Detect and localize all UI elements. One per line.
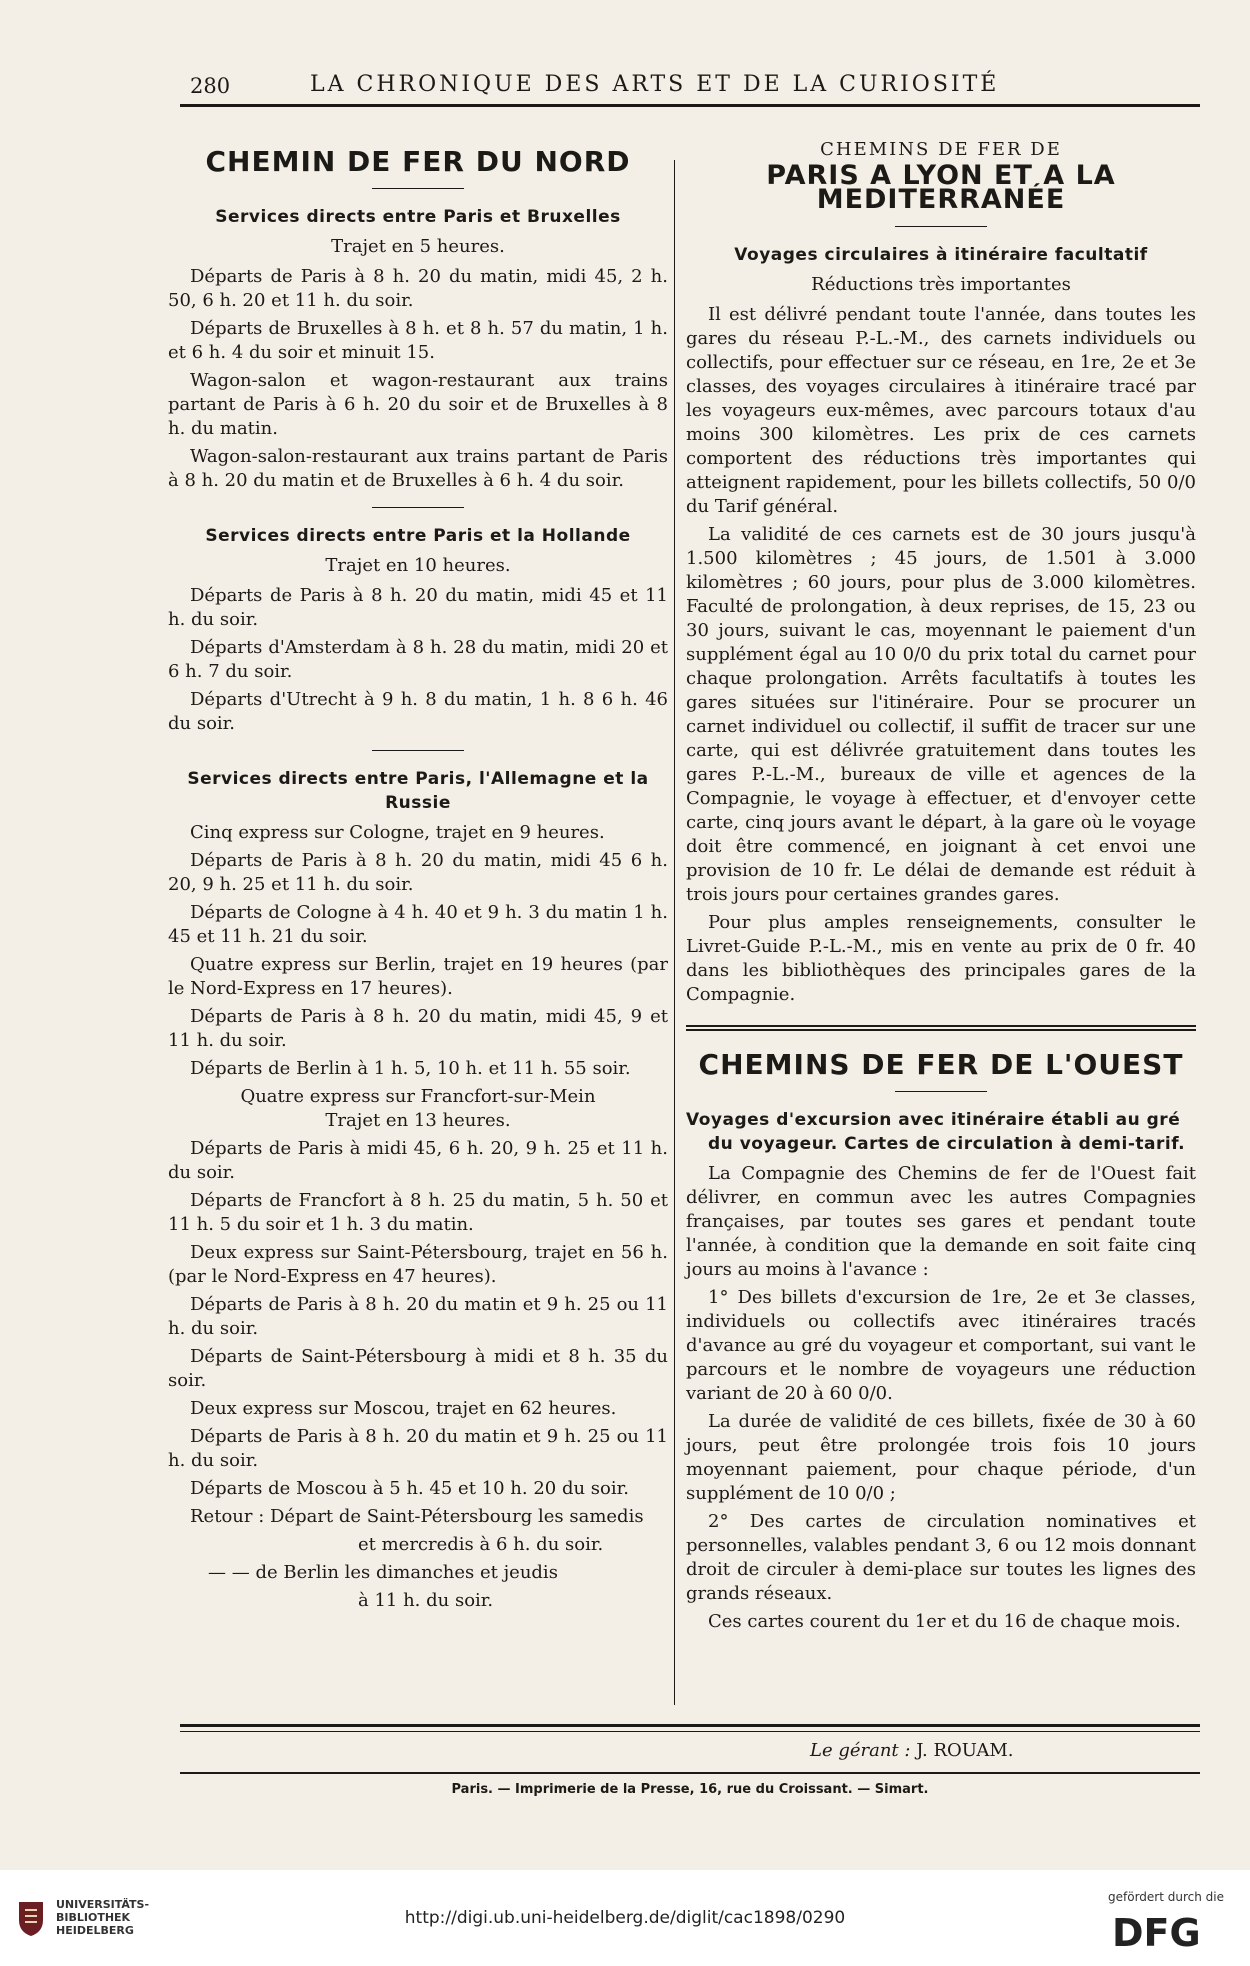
paragraph: Départs de Saint-Pétersbourg à midi et 8 h. 35 du soir.	[168, 1346, 668, 1391]
paragraph: Départs de Paris à 8 h. 20 du matin et 9 h. 25 ou 11 h. du soir.	[168, 1426, 668, 1471]
paragraph: La Compagnie des Chemins de fer de l'Ouest fait délivrer, en commun avec les autres Compagnies françaises, par toutes ses gares et pendant toute l'année, à condition que la demande en soit faite cinq jours au moins à l'avance :	[686, 1163, 1196, 1280]
paragraph: Départs de Paris à 8 h. 20 du matin, midi 45, 2 h. 50, 6 h. 20 et 11 h. du soir.	[168, 266, 668, 311]
return-line: — — de Berlin les dimanches et jeudis	[208, 1562, 558, 1583]
paragraph: Ces cartes courent du 1er et du 16 de chaque mois.	[708, 1611, 1181, 1632]
paragraph: La validité de ces carnets est de 30 jours jusqu'à 1.500 kilomètres ; 45 jours, de 1.501 à 3.000 kilomètres ; 60 jours, pour plus de 3.000 kilomètres. Faculté de prolongation, à deux reprises, de 15, 23 ou 30 jours, suivant le cas, moyennant le paiement d'un supplément égal au 10 0/0 du prix total du carnet pour chaque prolongation. Arrêts facultatifs à toutes les gares situées sur l'itinéraire. Pour se procurer un carnet individuel ou collectif, il suffit de tracer sur une carte, qui est délivrée gratuitement dans toutes les gares P.-L.-M., bureaux de ville et agences de la Compagnie, le voyage à effectuer, et d'envoyer cette carte, cinq jours avant le départ, à la gare où le voyage doit être commencé, en joignant à cet envoi une provision de 10 fr. Le délai de demande est réduit à trois jours pour certaines grandes gares.	[686, 524, 1196, 905]
paragraph: 2° Des cartes de circulation nominatives et personnelles, valables pendant 3, 6 ou 12 mois donnant droit de circuler à demi-place sur toutes les lignes des grands réseaux.	[686, 1511, 1196, 1604]
nord-banner: CHEMIN DE FER DU NORD	[205, 145, 631, 178]
paragraph: Cinq express sur Cologne, trajet en 9 heures.	[190, 822, 605, 843]
column-divider	[674, 160, 675, 1705]
gerant-name: J. ROUAM.	[916, 1740, 1014, 1761]
section-title: Voyages d'excursion avec itinéraire établi au gré du voyageur. Cartes de circulation à demi-tarif.	[686, 1110, 1186, 1154]
section-title: Services directs entre Paris et Bruxelles	[215, 207, 621, 227]
paragraph: Départs de Bruxelles à 8 h. et 8 h. 57 du matin, 1 h. et 6 h. 4 du soir et minuit 15.	[168, 318, 668, 363]
paragraph: Deux express sur Saint-Pétersbourg, trajet en 56 h. (par le Nord-Express en 47 heures).	[168, 1242, 668, 1287]
paragraph: 1° Des billets d'excursion de 1re, 2e et 3e classes, individuels ou collectifs avec itinéraires tracés d'avance au gré du voyageur et comportant, sui vant le parcours et le nombre de voyageurs une réduction variant de 20 à 60 0/0.	[686, 1287, 1196, 1404]
paragraph: Départs de Berlin à 1 h. 5, 10 h. et 11 h. 55 soir.	[190, 1058, 631, 1079]
section-subtitle: Trajet en 10 heures.	[325, 555, 511, 576]
viewer-footer	[0, 1870, 1250, 1966]
paragraph: Pour plus amples renseignements, consulter le Livret-Guide P.-L.-M., mis en vente au prix de 0 fr. 40 dans les bibliothèques des principales gares de la Compagnie.	[686, 912, 1196, 1005]
paragraph: Deux express sur Moscou, trajet en 62 heures.	[190, 1398, 617, 1419]
paragraph: Départs d'Amsterdam à 8 h. 28 du matin, midi 20 et 6 h. 7 du soir.	[168, 637, 668, 682]
ouest-banner: CHEMINS DE FER DE L'OUEST	[698, 1048, 1184, 1081]
imprint-rule	[180, 1772, 1200, 1774]
paragraph: Départs d'Utrecht à 9 h. 8 du matin, 1 h. 8 6 h. 46 du soir.	[168, 689, 668, 734]
paragraph: Wagon-salon et wagon-restaurant aux trains partant de Paris à 6 h. 20 du soir et de Bruxelles à 8 h. du matin.	[168, 370, 668, 439]
section-title: Voyages circulaires à itinéraire facultatif	[734, 245, 1148, 265]
paragraph: Départs de Paris à 8 h. 20 du matin et 9 h. 25 ou 11 h. du soir.	[168, 1294, 668, 1339]
dfg-logo	[1108, 1908, 1232, 1952]
institution-line: HEIDELBERG	[56, 1924, 134, 1937]
route-heading: Quatre express sur Francfort-sur-Mein	[240, 1086, 596, 1107]
paragraph: Il est délivré pendant toute l'année, dans toutes les gares du réseau P.-L.-M., des carnets individuels ou collectifs, pour effectuer sur ce réseau, en 1re, 2e et 3e classes, des voyages circulaires à itinéraire tracé par les voyageurs eux-mêmes, avec parcours totaux d'au moins 300 kilomètres. Les prix de ces carnets comportent des réductions très importantes qui atteignent rapidement, pour les billets collectifs, 50 0/0 du Tarif général.	[686, 304, 1196, 517]
permalink[interactable]: http://digi.ub.uni-heidelberg.de/diglit/cac1898/0290	[404, 1908, 846, 1928]
section-title: Services directs entre Paris, l'Allemagne et la Russie	[187, 769, 649, 813]
return-line: Retour : Départ de Saint-Pétersbourg les samedis	[190, 1506, 644, 1527]
sponsor-label: gefördert durch die	[1108, 1890, 1224, 1904]
paragraph: Départs de Francfort à 8 h. 25 du matin, 5 h. 50 et 11 h. 5 du soir et 1 h. 3 du matin.	[168, 1190, 668, 1235]
plm-banner: PARIS A LYON ET A LA MEDITERRANÉE	[766, 160, 1116, 215]
short-rule	[895, 1091, 987, 1092]
right-column	[686, 138, 1196, 1638]
section-title: Services directs entre Paris et la Hollande	[205, 526, 631, 546]
return-line: et mercredis à 6 h. du soir.	[358, 1534, 604, 1555]
paragraph: Quatre express sur Berlin, trajet en 19 heures (par le Nord-Express en 17 heures).	[168, 954, 668, 999]
institution-line: BIBLIOTHEK	[56, 1911, 131, 1924]
gerant-line	[810, 1740, 1014, 1761]
printer-imprint: Paris. — Imprimerie de la Presse, 16, rue du Croissant. — Simart.	[451, 1782, 929, 1797]
section-subtitle: Trajet en 5 heures.	[331, 236, 505, 257]
section-double-rule	[686, 1025, 1196, 1031]
paragraph: Départs de Moscou à 5 h. 45 et 10 h. 20 du soir.	[190, 1478, 629, 1499]
paragraph: Départs de Paris à 8 h. 20 du matin, midi 45, 9 et 11 h. du soir.	[168, 1006, 668, 1051]
footer-double-rule	[180, 1724, 1200, 1732]
short-rule	[372, 750, 464, 751]
dfg-logo-text: DFG	[1112, 1911, 1201, 1952]
running-title: LA CHRONIQUE DES ARTS ET DE LA CURIOSITÉ	[310, 72, 1000, 97]
left-column	[168, 145, 668, 1613]
route-subheading: Trajet en 13 heures.	[325, 1110, 511, 1131]
paragraph: Départs de Paris à 8 h. 20 du matin, midi 45 6 h. 20, 9 h. 25 et 11 h. du soir.	[168, 850, 668, 895]
paragraph: La durée de validité de ces billets, fixée de 30 à 60 jours, peut être prolongée trois fois 10 jours moyennant paiement, pour chaque période, d'un supplément de 10 0/0 ;	[686, 1411, 1196, 1504]
page-header	[180, 64, 1200, 104]
paragraph: Départs de Cologne à 4 h. 40 et 9 h. 3 du matin 1 h. 45 et 11 h. 21 du soir.	[168, 902, 668, 947]
return-line: à 11 h. du soir.	[358, 1590, 494, 1611]
section-subtitle: Réductions très importantes	[811, 274, 1071, 295]
header-rule	[180, 104, 1200, 107]
institution-line: UNIVERSITÄTS-	[56, 1898, 150, 1911]
short-rule	[895, 226, 987, 227]
page-number: 280	[190, 74, 231, 98]
gerant-label: Le gérant :	[810, 1740, 911, 1761]
paragraph: Wagon-salon-restaurant aux trains partant de Paris à 8 h. 20 du matin et de Bruxelles à 6 h. 4 du soir.	[168, 446, 668, 491]
return-schedule	[168, 1505, 668, 1613]
short-rule	[372, 507, 464, 508]
short-rule	[372, 188, 464, 189]
paragraph: Départs de Paris à 8 h. 20 du matin, midi 45 et 11 h. du soir.	[168, 585, 668, 630]
plm-pre-title: CHEMINS DE FER DE	[820, 139, 1062, 160]
paragraph: Départs de Paris à midi 45, 6 h. 20, 9 h. 25 et 11 h. du soir.	[168, 1138, 668, 1183]
